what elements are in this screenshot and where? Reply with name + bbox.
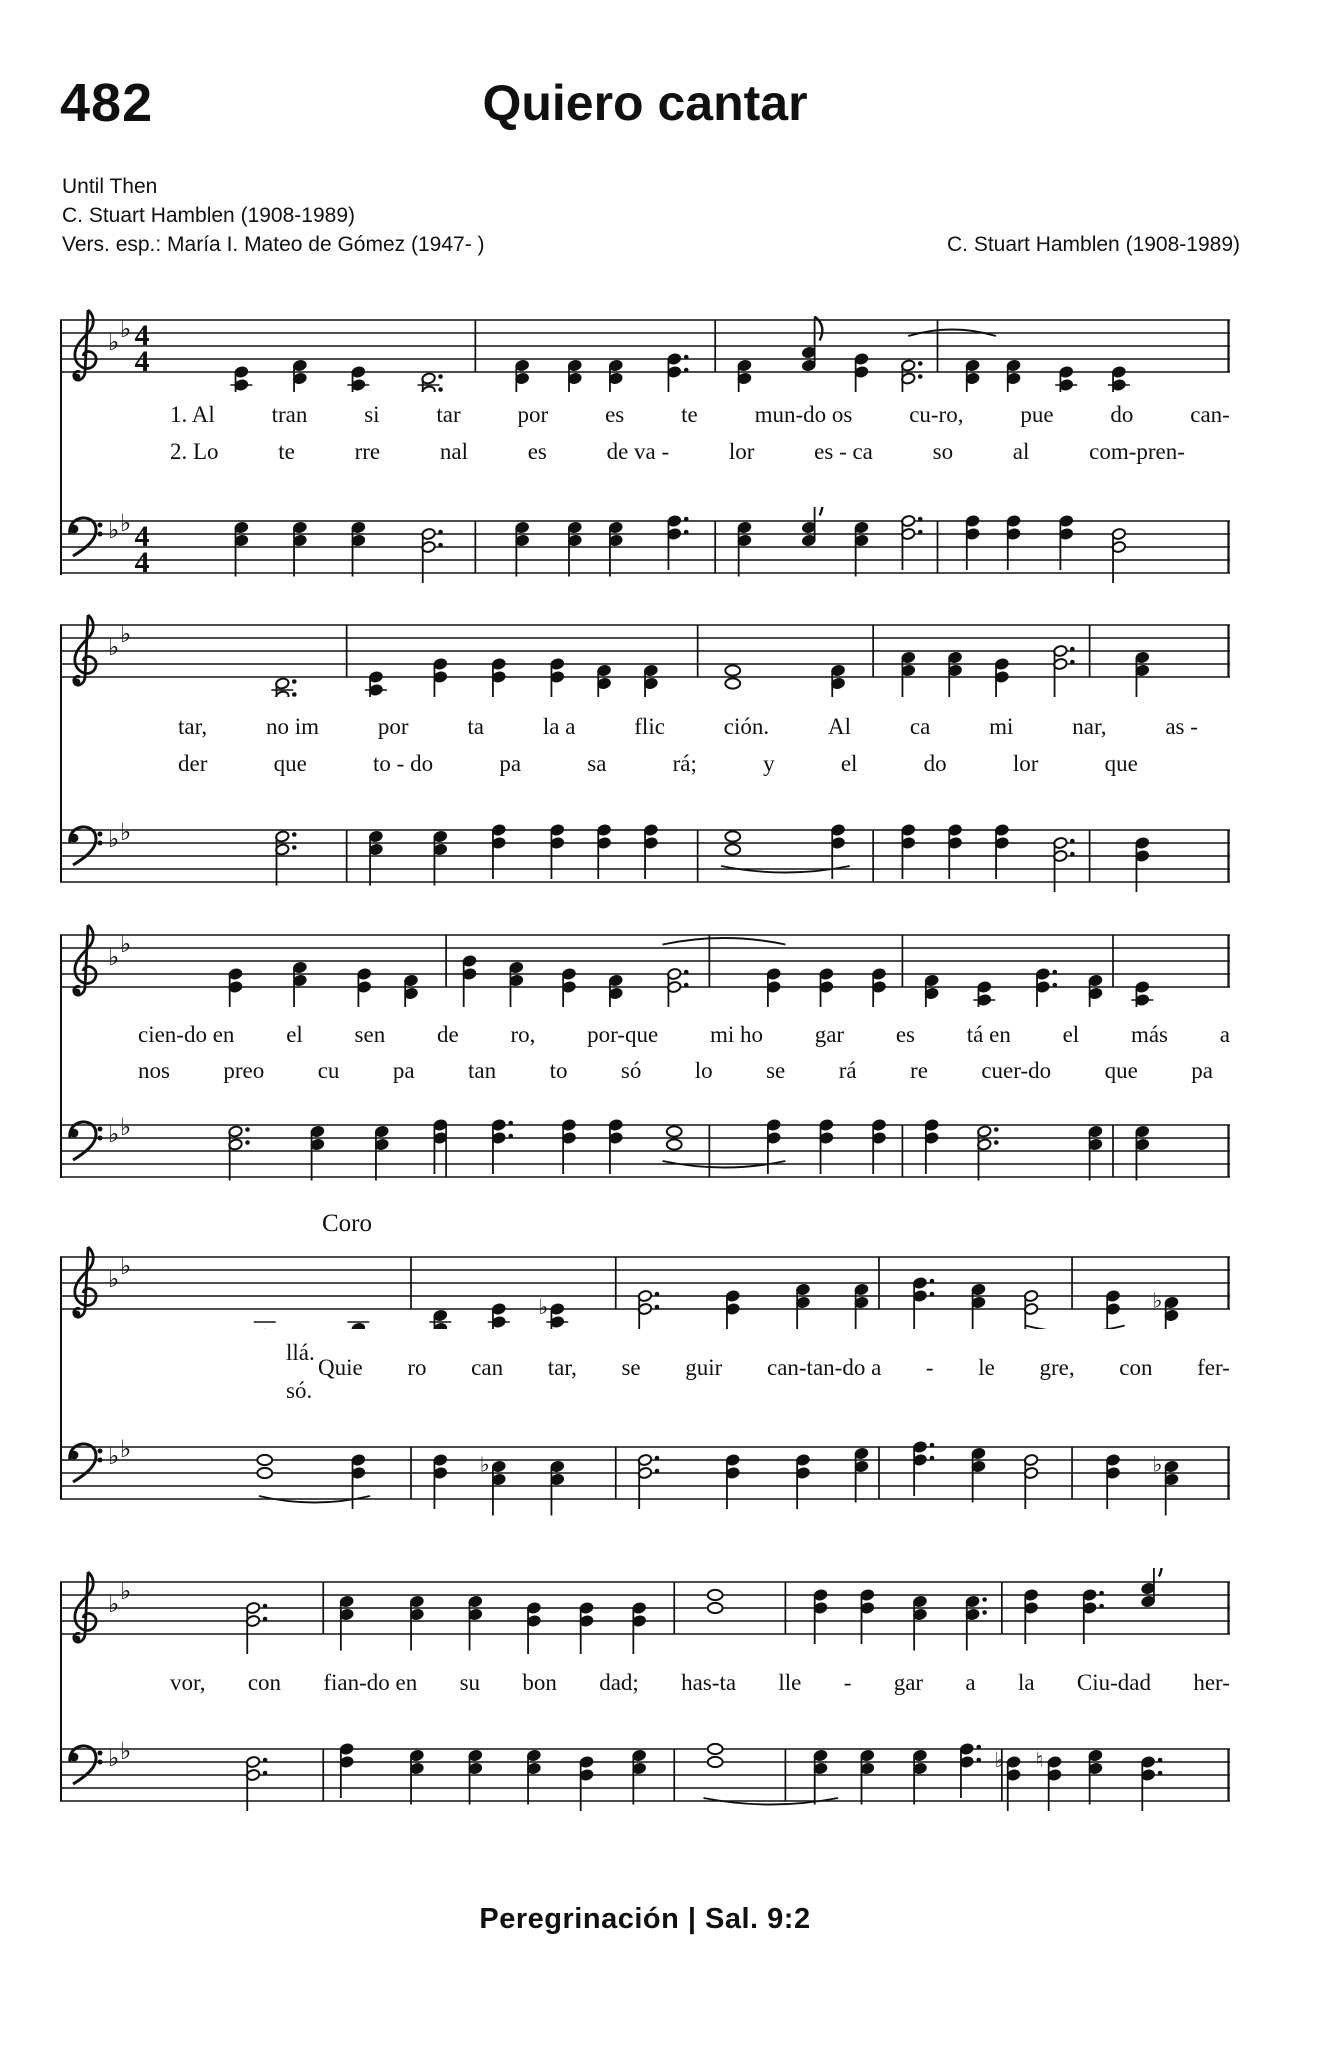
syllable: a — [965, 1670, 976, 1695]
syllable: nal — [439, 439, 468, 464]
bass-staff-system-1 — [60, 507, 1230, 593]
syllable: dad; — [599, 1670, 639, 1695]
syllable: Ciu-dad — [1076, 1670, 1152, 1695]
lyrics-chorus-line2 — [170, 1670, 1230, 1696]
svg-text:♮: ♮ — [1035, 1748, 1044, 1772]
syllable: es — [527, 439, 547, 464]
section-label-coro: Coro — [322, 1210, 372, 1237]
syllable: mi ho — [709, 1022, 763, 1047]
syllable: preo — [223, 1058, 265, 1083]
syllable: es — [895, 1022, 916, 1047]
syllable: es — [605, 402, 625, 427]
syllable: ro, — [510, 1022, 536, 1047]
svg-text:4: 4 — [134, 546, 150, 579]
syllable: cuer-do — [981, 1058, 1052, 1083]
syllable: con — [1119, 1355, 1153, 1380]
syllable: el — [840, 751, 858, 776]
treble-staff-system-5 — [60, 1568, 1230, 1654]
lyrics-verse1-line1 — [170, 402, 1230, 428]
syllable: tá en — [966, 1022, 1011, 1047]
syllable: gre, — [1039, 1355, 1075, 1380]
syllable: 2. Lo — [170, 439, 219, 464]
syllable: al — [1012, 439, 1030, 464]
translator: Vers. esp.: María I. Mateo de Gómez (1947- ) — [62, 233, 485, 256]
syllable: rá; — [672, 751, 697, 776]
syllable: te — [278, 439, 295, 464]
syllable: bon — [522, 1670, 557, 1695]
syllable: el — [286, 1022, 303, 1047]
bass-staff-system-2 — [60, 816, 1230, 902]
syllable: - — [843, 1670, 852, 1695]
lyrics-verse2-line2 — [178, 751, 1138, 777]
syllable: to — [549, 1058, 568, 1083]
svg-text:♭: ♭ — [479, 1452, 490, 1477]
syllable: nar, — [1072, 714, 1107, 739]
svg-text:♭: ♭ — [108, 516, 120, 544]
svg-text:♭: ♭ — [108, 1744, 120, 1772]
svg-text:♭: ♭ — [108, 1120, 120, 1148]
lyrics-verse1-line3 — [138, 1022, 1230, 1048]
syllable: por-que — [587, 1022, 659, 1047]
syllable: rá — [838, 1058, 857, 1083]
syllable: sen — [354, 1022, 386, 1047]
syllable: te — [681, 402, 698, 427]
syllable: re — [910, 1058, 928, 1083]
syllable: cu-ro, — [909, 402, 964, 427]
syllable: can- — [1190, 402, 1230, 427]
svg-text:♭: ♭ — [120, 1737, 132, 1765]
syllable: lor — [728, 439, 755, 464]
svg-text:♭: ♭ — [108, 1265, 120, 1293]
syllable: pa — [499, 751, 522, 776]
syllable: to - do — [373, 751, 434, 776]
syllable: has-ta — [681, 1670, 737, 1695]
bass-staff-system-4 — [60, 1433, 1230, 1519]
syllable: que — [1104, 1058, 1138, 1083]
syllable: le — [978, 1355, 995, 1380]
syllable: her- — [1193, 1670, 1230, 1695]
composer-right: C. Stuart Hamblen (1908-1989) — [947, 233, 1240, 256]
footer-category-scripture: Peregrinación | Sal. 9:2 — [479, 1903, 811, 1935]
syllable: gar — [893, 1670, 924, 1695]
svg-text:♭: ♭ — [120, 509, 132, 537]
tune-name: Until Then — [62, 175, 158, 198]
bass-staff-system-5 — [60, 1735, 1230, 1821]
syllable: do — [1110, 402, 1134, 427]
syllable: pue — [1020, 402, 1054, 427]
svg-text:♭: ♭ — [108, 1590, 120, 1618]
syllable: 1. Al — [170, 402, 215, 427]
composer-left: C. Stuart Hamblen (1908-1989) — [62, 204, 355, 227]
svg-text:♭: ♭ — [120, 315, 132, 343]
syllable: ción. — [723, 714, 770, 739]
syllable: der — [178, 751, 208, 776]
svg-text:4: 4 — [134, 520, 150, 553]
syllable: fer- — [1197, 1355, 1230, 1380]
syllable: vor, — [170, 1670, 206, 1695]
svg-text:♭: ♭ — [1152, 1288, 1163, 1313]
syllable: gar — [814, 1022, 845, 1047]
syllable: com-pren- — [1089, 439, 1185, 464]
syllable: Al — [828, 714, 851, 739]
lyrics-verse2-line3 — [138, 1058, 1213, 1084]
syllable: se — [621, 1355, 641, 1380]
syllable: fian-do en — [323, 1670, 418, 1695]
syllable: el — [1062, 1022, 1080, 1047]
syllable: lle — [778, 1670, 802, 1695]
syllable: ta — [467, 714, 484, 739]
svg-text:♭: ♭ — [108, 943, 120, 971]
svg-text:♭: ♭ — [120, 1113, 132, 1141]
treble-staff-system-3 — [60, 921, 1230, 1007]
lyrics-verse1-end: llá. — [286, 1340, 315, 1365]
lyrics-verse2-line1 — [170, 439, 1185, 465]
syllable: si — [364, 402, 380, 427]
svg-text:♭: ♭ — [108, 633, 120, 661]
lyrics-verse2-end: só. — [286, 1378, 313, 1403]
syllable: más — [1130, 1022, 1168, 1047]
syllable: Quie — [318, 1355, 363, 1380]
syllable: tar, — [178, 714, 208, 739]
bass-staff-system-3 — [60, 1111, 1230, 1197]
syllable: mun-do os — [754, 402, 853, 427]
syllable: con — [247, 1670, 282, 1695]
syllable: cu — [317, 1058, 340, 1083]
syllable: que — [273, 751, 307, 776]
syllable: a — [1219, 1022, 1230, 1047]
syllable: sa — [587, 751, 607, 776]
syllable: so — [932, 439, 954, 464]
syllable: es - ca — [814, 439, 873, 464]
svg-text:4: 4 — [134, 319, 150, 352]
svg-text:♭: ♭ — [108, 1442, 120, 1470]
syllable: flic — [634, 714, 665, 739]
syllable: ro — [407, 1355, 427, 1380]
syllable: rre — [354, 439, 381, 464]
svg-text:4: 4 — [134, 345, 150, 378]
treble-staff-system-1 — [60, 306, 1230, 392]
syllable: lor — [1012, 751, 1039, 776]
syllable: por — [377, 714, 409, 739]
syllable: lo — [694, 1058, 713, 1083]
svg-text:♭: ♭ — [120, 1577, 132, 1605]
svg-text:♭: ♭ — [538, 1295, 549, 1319]
syllable: ca — [909, 714, 931, 739]
svg-text:♭: ♭ — [120, 1435, 132, 1463]
svg-text:♭: ♭ — [120, 930, 132, 958]
hymn-number: 482 — [60, 73, 154, 133]
page-title: Quiero cantar — [482, 75, 808, 131]
syllable: as - — [1165, 714, 1198, 739]
lyrics-chorus-line1 — [318, 1355, 1230, 1381]
syllable: só — [620, 1058, 642, 1083]
syllable: por — [517, 402, 549, 427]
syllable: can — [471, 1355, 504, 1380]
syllable: tar — [436, 402, 461, 427]
syllable: nos — [138, 1058, 170, 1083]
syllable: pa — [1191, 1058, 1213, 1083]
svg-text:♭: ♭ — [994, 1748, 1005, 1772]
svg-text:♭: ♭ — [120, 818, 132, 846]
syllable: la a — [542, 714, 576, 739]
syllable: tar, — [547, 1355, 577, 1380]
treble-staff-system-4 — [60, 1243, 1230, 1329]
syllable: do — [923, 751, 947, 776]
syllable: tan — [468, 1058, 497, 1083]
syllable: y — [763, 751, 775, 776]
svg-text:♭: ♭ — [120, 1252, 132, 1280]
syllable: pa — [392, 1058, 415, 1083]
syllable: de va - — [606, 439, 670, 464]
syllable: no im — [265, 714, 319, 739]
syllable: que — [1104, 751, 1138, 776]
syllable: de — [436, 1022, 459, 1047]
svg-text:♭: ♭ — [120, 620, 132, 648]
syllable: mi — [989, 714, 1014, 739]
svg-text:♭: ♭ — [1152, 1452, 1163, 1477]
syllable: se — [766, 1058, 786, 1083]
syllable: cien-do en — [138, 1022, 235, 1047]
syllable: - — [925, 1355, 934, 1380]
svg-text:♭: ♭ — [108, 825, 120, 853]
syllable: guir — [685, 1355, 723, 1380]
svg-text:♭: ♭ — [108, 328, 120, 356]
treble-staff-system-2 — [60, 611, 1230, 697]
syllable: la — [1017, 1670, 1035, 1695]
syllable: tran — [271, 402, 308, 427]
syllable: su — [459, 1670, 481, 1695]
syllable: can-tan-do a — [766, 1355, 882, 1380]
lyrics-verse1-line2 — [178, 714, 1198, 740]
